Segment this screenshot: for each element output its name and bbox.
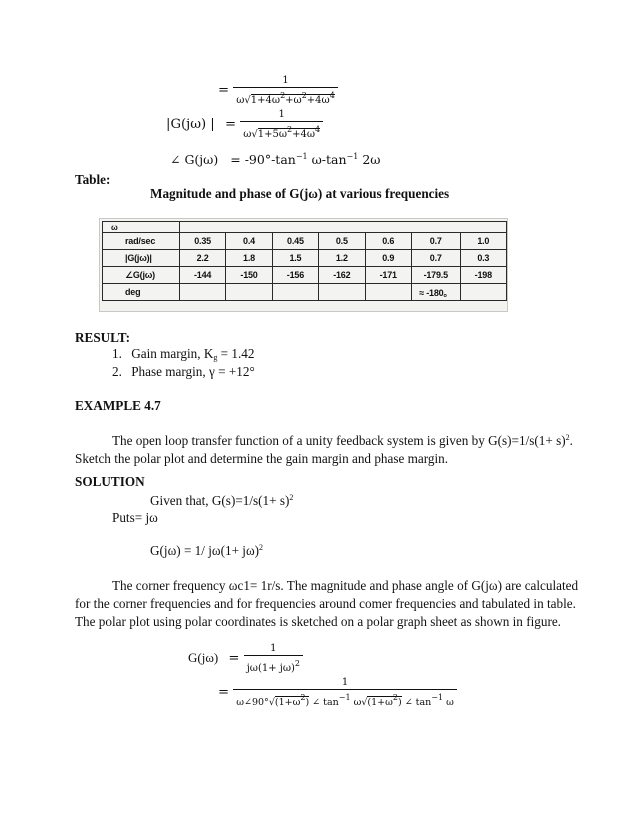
- table-row: [103, 267, 507, 284]
- equation-phase: ∠ $G(j\omega) = -90^\circ-\tan^{-1}$ $\omega-\tan^{-1}$ 2ω: [170, 152, 381, 167]
- equals-sign: =: [224, 117, 237, 132]
- table-cell: [319, 284, 365, 301]
- table-row: [103, 233, 507, 250]
- numerator: 1: [278, 109, 285, 120]
- given-line: Given that, $G(s)=1/s(1+ s)^2$: [150, 493, 294, 508]
- example-heading: EXAMPLE 4.7: [75, 398, 161, 413]
- solution-heading: SOLUTION: [75, 474, 145, 489]
- numerator: 1: [282, 75, 289, 86]
- example-line-1: The open loop transfer function of a unity feedback system is given by $G(s)=1/s(1+ s)^2$.: [112, 433, 573, 448]
- denominator: $\omega√1+5\omega^2+4\omega^4$: [240, 121, 323, 141]
- table-cell: -171: [365, 267, 411, 284]
- table-label: Table:: [75, 172, 111, 187]
- table-cell: [365, 284, 411, 301]
- table-cell: -179.5: [411, 267, 460, 284]
- row-label-phase: ∠G(jω): [103, 267, 180, 284]
- table-cell: -150: [226, 267, 272, 284]
- omega-symbol-cell: ω: [103, 222, 180, 233]
- table-cell: [179, 222, 506, 233]
- table-cell: 0.3: [460, 250, 506, 267]
- radicand: $1+5\omega^2+4\omega^4$: [257, 125, 321, 140]
- row-label-mag: |G(jω)|: [103, 250, 180, 267]
- table-cell: 0.35: [179, 233, 225, 250]
- gjw-line: G(jω) = 1/ $j\omega(1+ j\omega)^2$: [150, 543, 264, 558]
- para-line-1: The corner frequency ωc1= 1r/s. The magnitude and phase angle of G(jω) are calculated: [112, 578, 579, 593]
- para-line-2: for the corner frequencies and for frequencies around comer frequencies and tabulated in table.: [75, 596, 576, 611]
- table-cell: -198: [460, 267, 506, 284]
- phase-lhs: ∠ G(jω): [170, 152, 219, 167]
- table-cell: 2.2: [179, 250, 225, 267]
- equation-bottom-2: = $\frac{1}{\omega\angle 90^\circ√(1+\omega^2) \angle \tan^{-1} \omega√(1+\omega^2) \angle \tan^{-1} \omega}$: [218, 676, 457, 709]
- table-cell: 0.45: [272, 233, 318, 250]
- table-cell: [179, 284, 225, 301]
- table-row: [103, 284, 507, 301]
- equals-sign: =: [218, 83, 230, 98]
- table-cell: 0.9: [365, 250, 411, 267]
- table-cell: 0.6: [365, 233, 411, 250]
- table-cell: 1.2: [319, 250, 365, 267]
- table-cell: -162: [319, 267, 365, 284]
- radicand: $1+4\omega^2+\omega^2+4\omega^4$: [250, 91, 335, 106]
- scanned-table-image: [99, 218, 508, 312]
- example-line-2: Sketch the polar plot and determine the gain margin and phase margin.: [75, 451, 449, 466]
- table-cell: [226, 284, 272, 301]
- table-row: [103, 250, 507, 267]
- table-row: [103, 222, 507, 233]
- table-cell: 1.0: [460, 233, 506, 250]
- fraction: $\frac{1}{j\omega(1+ j\omega)^2}$: [244, 642, 303, 675]
- result-item-gain-margin: 1. Gain margin, $K_g = 1.42$: [112, 346, 255, 362]
- table-cell: 1.8: [226, 250, 272, 267]
- frequency-table: [102, 221, 507, 301]
- table-cell: [272, 284, 318, 301]
- result-item-phase-margin: 2. Phase margin, γ = +12°: [112, 364, 255, 379]
- fraction: [240, 108, 323, 141]
- table-cell: 1.5: [272, 250, 318, 267]
- table-cell: -144: [179, 267, 225, 284]
- table-cell: 0.4: [226, 233, 272, 250]
- equation-magnitude: [166, 108, 323, 141]
- equation-bottom-1: G(jω) = $\frac{1}{j\omega(1+ j\omega)^2}$: [188, 642, 303, 675]
- para-line-3: The polar plot using polar coordinates is sketched on a polar graph sheet as shown in figure.: [75, 614, 561, 629]
- fraction: [233, 74, 338, 107]
- row-label-freq: rad/sec: [103, 233, 180, 250]
- result-heading: RESULT:: [75, 330, 130, 345]
- row-label-deg: deg: [103, 284, 180, 301]
- puts-line: Puts= jω: [112, 510, 158, 525]
- denominator: $\omega√1+4\omega^2+\omega^2+4\omega^4$: [233, 87, 338, 107]
- table-cell: 0.7: [411, 250, 460, 267]
- table-cell: 0.7: [411, 233, 460, 250]
- table-cell: 0.5: [319, 233, 365, 250]
- table-cell: [460, 284, 506, 301]
- magnitude-lhs: |G(jω) |: [166, 117, 215, 132]
- equation-top: [218, 74, 338, 107]
- table-cell: -156: [272, 267, 318, 284]
- table-cell: ≈ -180。: [411, 284, 460, 301]
- fraction: $\frac{1}{\omega\angle 90^\circ√(1+\omega^2) \angle \tan^{-1} \omega√(1+\omega^2) \angle \tan^{-1} \omega}$: [233, 676, 457, 709]
- table-caption: Magnitude and phase of G(jω) at various frequencies: [150, 186, 450, 201]
